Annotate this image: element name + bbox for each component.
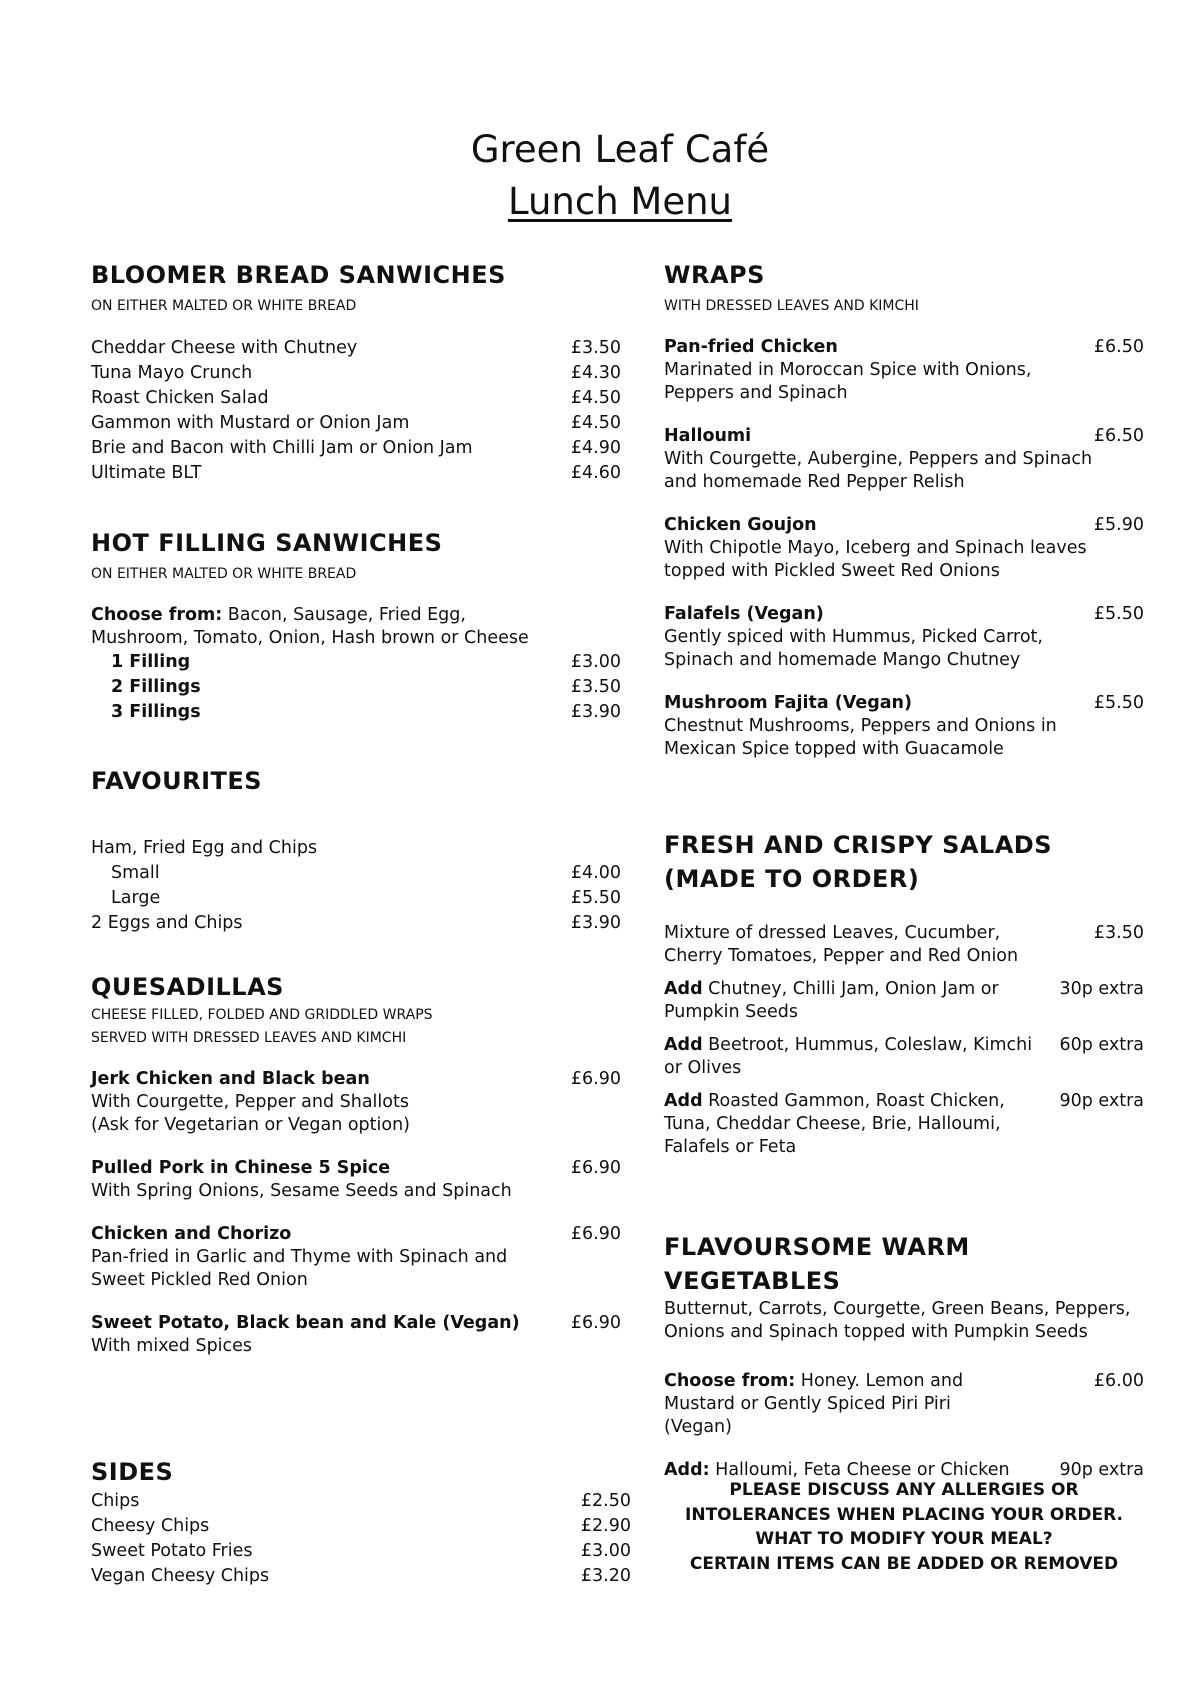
section-heading: FLAVOURSOME WARM VEGETABLES [664,1233,970,1295]
item-price: £5.50 [1093,604,1144,624]
item-name: Mushroom Fajita (Vegan) [664,693,912,713]
salad-description: Cherry Tomatoes, Pepper and Red Onion [664,946,1019,966]
item-description: and homemade Red Pepper Relish [664,472,965,492]
item-name: Sweet Potato, Black bean and Kale (Vegan) [91,1313,520,1333]
item-description: With Courgette, Pepper and Shallots [91,1092,409,1112]
salad-add-option [664,1034,1144,1080]
choose-options: Bacon, Sausage, Fried Egg, Mushroom, Tomato, Onion, Hash brown or Cheese [91,605,529,648]
menu-item [91,386,621,411]
hot-filling-section [91,526,621,725]
menu-item [91,1564,631,1589]
item-description: Peppers and Spinach [664,383,848,403]
item-price: £6.50 [1093,337,1144,357]
add-text: Beetroot, Hummus, Coleslaw, Kimchi or Olives [664,1035,1033,1078]
option-name: 1 Filling [111,652,191,672]
item-name: Pulled Pork in Chinese 5 Spice [91,1158,391,1178]
section-heading: FAVOURITES [91,767,263,795]
menu-item [91,1514,631,1539]
item-price: £6.90 [570,1158,621,1178]
item-price: £6.50 [1093,426,1144,446]
section-subheading: SERVED WITH DRESSED LEAVES AND KIMCHI [91,1030,407,1046]
item-price: £3.90 [570,913,621,933]
item-name: Falafels (Vegan) [664,604,824,624]
section-subheading: ON EITHER MALTED OR WHITE BREAD [91,298,357,314]
menu-item [91,1539,631,1564]
item-price: £2.50 [580,1491,631,1511]
veg-description: Onions and Spinach topped with Pumpkin Seeds [664,1322,1088,1342]
section-heading: WRAPS [664,261,765,289]
add-text: Roasted Gammon, Roast Chicken, Tuna, Cheddar Cheese, Brie, Halloumi, Falafels or Feta [664,1091,1005,1157]
menu-item [91,411,621,436]
salad-price: £3.50 [1093,923,1144,943]
menu-item [91,436,621,461]
size-name: Large [111,888,161,908]
add-label: Add [664,979,703,999]
item-price: £4.30 [570,363,621,383]
item-price: £2.90 [580,1516,631,1536]
add-price: 60p extra [1059,1035,1144,1055]
section-heading: QUESADILLAS [91,973,284,1001]
item-name: Cheddar Cheese with Chutney [91,338,358,358]
salads-section [664,828,1144,1169]
bloomer-section [91,258,621,486]
item-price: £4.60 [570,463,621,483]
item-description: With Courgette, Aubergine, Peppers and Spinach [664,449,1093,469]
wraps-section [664,258,1144,781]
item-name: Vegan Cheesy Chips [91,1566,270,1586]
vegetables-section [664,1230,1144,1492]
menu-item [91,1157,621,1203]
item-price: £6.90 [570,1069,621,1089]
choose-label: Choose from: [664,1371,796,1391]
choose-from-text [91,604,621,650]
salad-description: Mixture of dressed Leaves, Cucumber, [664,923,1001,943]
allergy-notice [664,1478,1144,1576]
size-price: £5.50 [570,888,621,908]
menu-item [664,603,1144,672]
favourites-section [91,764,621,936]
size-option [91,886,621,911]
item-description: With Chipotle Mayo, Iceberg and Spinach leaves [664,538,1087,558]
section-subheading: ON EITHER MALTED OR WHITE BREAD [91,566,357,582]
menu-item [664,692,1144,761]
item-name: Chicken Goujon [664,515,817,535]
veg-price: £6.00 [1093,1371,1144,1391]
section-subheading: CHEESE FILLED, FOLDED AND GRIDDLED WRAPS [91,1007,433,1023]
filling-option [91,650,621,675]
menu-item [91,1068,621,1137]
item-name: Chips [91,1491,140,1511]
item-description: Gently spiced with Hummus, Picked Carrot, [664,627,1043,647]
item-price: £3.20 [580,1566,631,1586]
add-price: 90p extra [1059,1460,1144,1480]
item-name: Tuna Mayo Crunch [91,363,253,383]
item-name: Sweet Potato Fries [91,1541,253,1561]
filling-option [91,700,621,725]
add-label: Add: [664,1460,710,1480]
item-description: Mexican Spice topped with Guacamole [664,739,1004,759]
item-description: Spinach and homemade Mango Chutney [664,650,1021,670]
option-price: £3.50 [570,677,621,697]
add-price: 90p extra [1059,1091,1144,1111]
add-text: Chutney, Chilli Jam, Onion Jam or Pumpkin Seeds [664,979,999,1022]
item-description: Chestnut Mushrooms, Peppers and Onions in [664,716,1057,736]
cafe-title: Green Leaf Café [470,128,770,171]
notice-line: INTOLERANCES WHEN PLACING YOUR ORDER. [685,1504,1123,1525]
item-price: £4.50 [570,388,621,408]
sides-section [91,1455,631,1589]
add-price: 30p extra [1059,979,1144,999]
add-label: Add [664,1035,703,1055]
item-description: With mixed Spices [91,1336,253,1356]
item-price: £6.90 [570,1224,621,1244]
choose-options: Honey. Lemon and Mustard or Gently Spiced Piri Piri (Vegan) [664,1371,964,1437]
item-price: £3.00 [580,1541,631,1561]
salad-add-option [664,1090,1144,1159]
option-price: £3.00 [570,652,621,672]
menu-item [664,514,1144,583]
menu-item [91,361,621,386]
menu-item [91,1489,631,1514]
item-price: £5.50 [1093,693,1144,713]
menu-item [91,911,621,936]
item-name: Gammon with Mustard or Onion Jam [91,413,410,433]
item-description: (Ask for Vegetarian or Vegan option) [91,1115,411,1135]
size-price: £4.00 [570,863,621,883]
item-price: £5.90 [1093,515,1144,535]
item-description: topped with Pickled Sweet Red Onions [664,561,1000,581]
salad-add-option [664,978,1144,1024]
menu-item [91,461,621,486]
filling-option [91,675,621,700]
menu-item [91,336,621,361]
size-name: Small [111,863,160,883]
item-name: Ultimate BLT [91,463,202,483]
menu-item [91,1312,621,1358]
menu-title: Lunch Menu [507,180,732,223]
menu-item [91,1223,621,1292]
option-name: 2 Fillings [111,677,201,697]
section-heading: HOT FILLING SANWICHES [91,529,443,557]
add-text: Halloumi, Feta Cheese or Chicken [709,1460,1010,1480]
item-name: Pan-fried Chicken [664,337,838,357]
item-name: Halloumi [664,426,752,446]
section-heading: SIDES [91,1458,174,1486]
veg-choose [664,1370,1144,1439]
item-name: Ham, Fried Egg and Chips [91,838,318,858]
option-name: 3 Fillings [111,702,201,722]
item-description: Pan-fried in Garlic and Thyme with Spinach and [91,1247,508,1267]
add-label: Add [664,1091,703,1111]
salad-base [664,922,1144,968]
notice-line: CERTAIN ITEMS CAN BE ADDED OR REMOVED [689,1553,1119,1574]
section-heading: (MADE TO ORDER) [664,865,920,893]
item-name: Roast Chicken Salad [91,388,269,408]
item-description: Sweet Pickled Red Onion [91,1270,308,1290]
item-price: £6.90 [570,1313,621,1333]
section-subheading: WITH DRESSED LEAVES AND KIMCHI [664,298,919,314]
menu-item [664,336,1144,405]
size-option [91,861,621,886]
item-description: With Spring Onions, Sesame Seeds and Spinach [91,1181,512,1201]
choose-label: Choose from: [91,605,223,625]
option-price: £3.90 [570,702,621,722]
item-price: £4.50 [570,413,621,433]
section-heading: BLOOMER BREAD SANWICHES [91,261,506,289]
notice-line: WHAT TO MODIFY YOUR MEAL? [755,1529,1053,1549]
item-description: Marinated in Moroccan Spice with Onions, [664,360,1032,380]
veg-description: Butternut, Carrots, Courgette, Green Beans, Peppers, [664,1299,1131,1319]
item-price: £4.90 [570,438,621,458]
item-name: Chicken and Chorizo [91,1224,292,1244]
menu-item [91,836,621,861]
item-name: Cheesy Chips [91,1516,210,1536]
menu-item [664,425,1144,494]
item-price: £3.50 [570,338,621,358]
item-name: Jerk Chicken and Black bean [91,1069,370,1089]
quesadillas-section [91,970,621,1378]
item-name: Brie and Bacon with Chilli Jam or Onion Jam [91,438,473,458]
notice-line: PLEASE DISCUSS ANY ALLERGIES OR [729,1480,1079,1500]
item-name: 2 Eggs and Chips [91,913,243,933]
section-heading: FRESH AND CRISPY SALADS [664,831,1052,859]
